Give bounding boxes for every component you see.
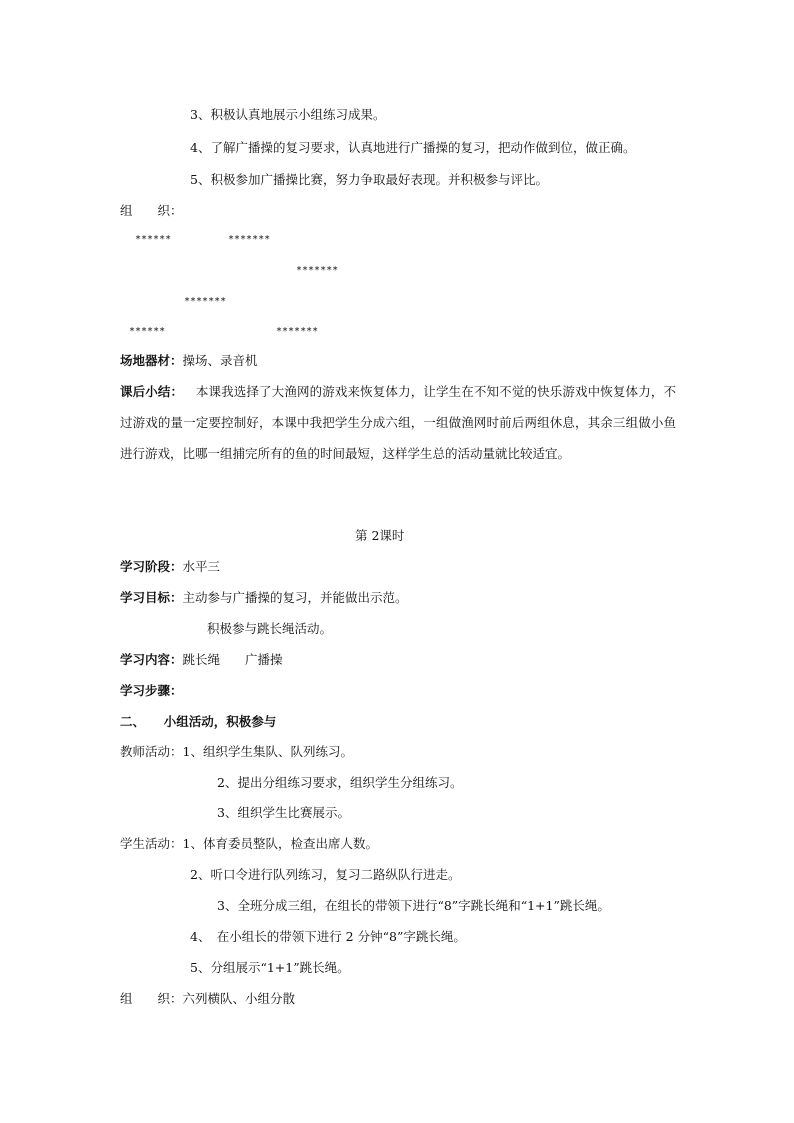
equipment-line xyxy=(120,352,258,370)
teacher-item-1: 1、组织学生集队、队列练习。 xyxy=(182,744,353,759)
formation-stars-2: ******* xyxy=(228,234,271,245)
student-item-2: 2、听口令进行队列练习，复习二路纵队行进走。 xyxy=(190,867,461,882)
objective-item-3: 3、积极认真地展示小组练习成果。 xyxy=(190,107,386,122)
equipment-value: 操场、录音机 xyxy=(182,353,258,368)
objective-item-4: 4、了解广播操的复习要求，认真地进行广播操的复习，把动作做到位，做正确。 xyxy=(190,140,636,155)
content-line xyxy=(120,651,283,669)
teacher-label: 教师活动： xyxy=(120,744,183,759)
lesson-summary xyxy=(120,376,676,469)
teacher-item-3: 3、组织学生比赛展示。 xyxy=(217,805,350,820)
organization-label-2: 组 织： xyxy=(120,991,183,1006)
student-item-5: 5、分组展示“1+1”跳长绳。 xyxy=(190,960,350,975)
formation-stars-6: ******* xyxy=(276,326,319,337)
teacher-activity-line xyxy=(120,743,353,761)
equipment-label: 场地器材： xyxy=(120,353,183,368)
goal-label: 学习目标： xyxy=(120,590,183,605)
formation-stars-4: ******* xyxy=(184,296,227,307)
objective-item-5: 5、积极参加广播操比赛，努力争取最好表现。并积极参与评比。 xyxy=(190,172,548,187)
formation-stars-1: ****** xyxy=(135,234,172,245)
teacher-item-2: 2、提出分组练习要求，组织学生分组练习。 xyxy=(217,775,463,790)
summary-label: 课后小结： xyxy=(120,384,184,399)
formation-stars-3: ******* xyxy=(296,265,339,276)
organization-value-2: 六列横队、小组分散 xyxy=(182,991,296,1006)
student-item-1: 1、体育委员整队，检查出席人数。 xyxy=(182,836,378,851)
content-value: 跳长绳 广播操 xyxy=(182,652,283,667)
stage-value: 水平三 xyxy=(182,559,221,574)
lesson-title: 第 2课时 xyxy=(355,528,405,543)
stage-line xyxy=(120,558,220,576)
student-item-4: 4、 在小组长的带领下进行 2 分钟“8”字跳长绳。 xyxy=(190,929,466,944)
goal-line-2: 积极参与跳长绳活动。 xyxy=(207,621,333,636)
student-activity-line xyxy=(120,835,378,853)
organization-line-2 xyxy=(120,990,295,1008)
student-item-3: 3、全班分成三组，在组长的带领下进行“8”字跳长绳和“1+1”跳长绳。 xyxy=(217,898,610,913)
formation-stars-5: ****** xyxy=(129,326,166,337)
content-label: 学习内容： xyxy=(120,652,183,667)
student-label: 学生活动： xyxy=(120,836,183,851)
stage-label: 学习阶段： xyxy=(120,559,183,574)
summary-text: 本课我选择了大渔网的游戏来恢复体力，让学生在不知不觉的快乐游戏中恢复体力，不过游戏的量一定要控制好，本课中我把学生分成六组，一组做渔网时前后两组休息，其余三组做小鱼进行游戏，比哪一组捕完所有的鱼的时间最短，这样学生总的活动量就比较适宜。 xyxy=(120,384,676,461)
organization-label: 组 织： xyxy=(120,203,183,218)
steps-label: 学习步骤： xyxy=(120,683,183,698)
section-heading: 二、 小组活动，积极参与 xyxy=(120,714,277,729)
goal-line xyxy=(120,589,408,607)
goal-line-1: 主动参与广播操的复习，并能做出示范。 xyxy=(182,590,408,605)
